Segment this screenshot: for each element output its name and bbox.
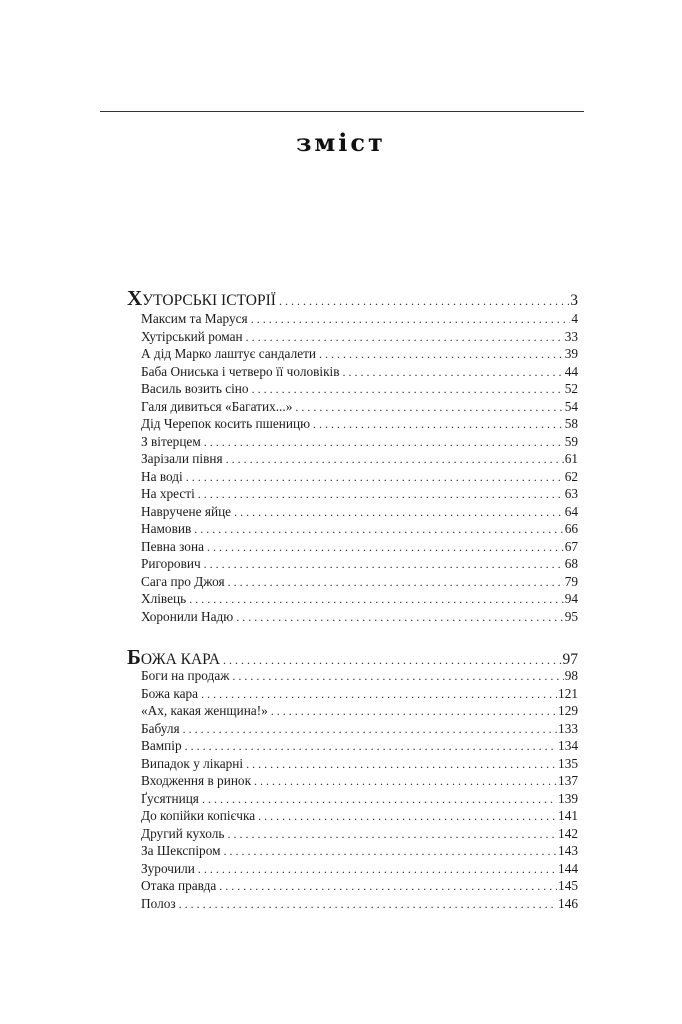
- toc-entry: [141, 826, 578, 842]
- dot-leader: [179, 896, 557, 912]
- entry-title: Намовив: [141, 521, 192, 536]
- dot-leader: [271, 703, 557, 719]
- dot-leader: [246, 756, 557, 772]
- page-number: 64: [564, 503, 578, 519]
- entry-title: Випадок у лікарні: [141, 755, 244, 771]
- page-number: 145: [558, 878, 578, 893]
- toc-entry: [141, 556, 578, 572]
- dot-leader: [319, 346, 564, 362]
- page-number: 79: [564, 573, 578, 589]
- page-number: 58: [564, 416, 578, 431]
- page-number: 137: [558, 773, 578, 788]
- page-number: 62: [564, 468, 578, 484]
- toc-entry: [141, 773, 578, 789]
- entry-title: Максим та Маруся: [141, 311, 248, 326]
- entry-title: Зурочили: [141, 860, 195, 876]
- toc-section: [127, 645, 578, 669]
- dot-leader: [343, 364, 564, 380]
- toc-entry: [141, 346, 578, 362]
- toc-entry: [141, 668, 578, 684]
- toc-entry: [141, 486, 578, 502]
- page-number: 3: [570, 292, 578, 309]
- page-number: 59: [564, 433, 578, 449]
- dot-leader: [224, 843, 558, 859]
- page-number: 121: [558, 685, 578, 701]
- toc-entry: [141, 721, 578, 737]
- entry-title: Хутірський роман: [141, 328, 243, 344]
- dot-leader: [185, 738, 557, 754]
- toc-entry: [141, 434, 578, 450]
- page-number: 63: [564, 486, 578, 501]
- entry-title: Навручене яйце: [141, 503, 232, 519]
- entry-title: Вампір: [141, 738, 182, 753]
- dot-leader: [202, 791, 557, 807]
- page-number: 134: [558, 738, 578, 753]
- dot-leader: [194, 521, 563, 537]
- dot-leader: [232, 668, 563, 684]
- dot-leader: [198, 486, 564, 502]
- toc-entry: [141, 896, 578, 912]
- dot-leader: [204, 556, 564, 572]
- page-number: 133: [558, 720, 578, 736]
- page-number: 4: [571, 311, 578, 326]
- toc-entry: [141, 843, 578, 859]
- page-number: 146: [558, 895, 578, 911]
- page-number: 61: [564, 451, 578, 466]
- page-number: 142: [558, 825, 578, 841]
- entry-title: А дід Марко лаштує сандалети: [141, 346, 317, 361]
- page-number: 66: [564, 521, 578, 536]
- dot-leader: [228, 574, 564, 590]
- entry-title: Дід Черепок косить пшеницю: [141, 416, 311, 431]
- dot-leader: [223, 651, 561, 669]
- dot-leader: [204, 434, 564, 450]
- page-number: 97: [562, 651, 578, 668]
- toc-entry: [141, 791, 578, 807]
- page-number: 44: [564, 363, 578, 379]
- dot-leader: [246, 329, 564, 345]
- dot-leader: [186, 469, 564, 485]
- page-number: 129: [558, 703, 578, 718]
- entry-title: Певна зона: [141, 538, 204, 554]
- page-number: 33: [564, 328, 578, 344]
- page-number: 68: [564, 556, 578, 571]
- toc-entry: [141, 686, 578, 702]
- entry-title: До копійки копієчка: [141, 808, 256, 823]
- page-number: 98: [564, 668, 578, 683]
- entry-title: На воді: [141, 468, 183, 484]
- entry-title: Божа кара: [141, 685, 199, 701]
- entry-title: Сага про Джоя: [141, 573, 225, 589]
- page-title: зміст: [296, 128, 386, 157]
- dot-leader: [207, 539, 564, 555]
- entry-title: «Ах, какая женщина!»: [141, 703, 268, 718]
- entry-title: Бабуля: [141, 720, 180, 736]
- entry-title: Ґусятниця: [141, 790, 199, 806]
- toc-entry: [141, 609, 578, 625]
- entry-title: Ригорович: [141, 556, 201, 571]
- entry-title: За Шекспіром: [141, 843, 221, 858]
- entry-title: Баба Ониська і четверо її чоловіків: [141, 363, 340, 379]
- page-number: 144: [558, 860, 578, 876]
- toc-entry: [141, 364, 578, 380]
- entry-title: Хоронили Надю: [141, 608, 234, 624]
- header-rule: [100, 111, 584, 112]
- dot-leader: [254, 773, 557, 789]
- dot-leader: [219, 878, 557, 894]
- toc-entry: [141, 399, 578, 415]
- toc-entry: [141, 738, 578, 754]
- toc-entry: [141, 539, 578, 555]
- toc-entry: [141, 381, 578, 397]
- dot-leader: [226, 451, 564, 467]
- toc-entry: [141, 703, 578, 719]
- dot-leader: [258, 808, 557, 824]
- dot-leader: [189, 591, 563, 607]
- page-number: 94: [564, 591, 578, 606]
- page-number: 95: [564, 608, 578, 624]
- entry-title: На хресті: [141, 486, 195, 501]
- entry-title: Галя дивиться «Багатих...»: [141, 398, 293, 414]
- entry-title: Боги на продаж: [141, 668, 230, 683]
- toc-entry: [141, 469, 578, 485]
- toc-entry: [141, 329, 578, 345]
- toc-entry: [141, 756, 578, 772]
- entry-title: Хлівець: [141, 591, 187, 606]
- dot-leader: [198, 861, 557, 877]
- toc-entry: [141, 574, 578, 590]
- toc-entry: [141, 591, 578, 607]
- dot-leader: [295, 399, 563, 415]
- page-number: 143: [558, 843, 578, 858]
- page-number: 39: [564, 346, 578, 361]
- toc-entry: [141, 808, 578, 824]
- entry-title: Отака правда: [141, 878, 217, 893]
- entry-title: Входження в ринок: [141, 773, 252, 788]
- entry-title: Зарізали півня: [141, 451, 223, 466]
- toc-entry: [141, 451, 578, 467]
- toc-entry: [141, 521, 578, 537]
- toc-entry: [141, 311, 578, 327]
- entry-title: З вітерцем: [141, 433, 201, 449]
- dot-leader: [234, 504, 564, 520]
- page-number: 139: [558, 790, 578, 806]
- page-number: 67: [564, 538, 578, 554]
- dot-leader: [183, 721, 557, 737]
- dot-leader: [236, 609, 563, 625]
- toc-entry: [141, 504, 578, 520]
- dot-leader: [279, 292, 569, 310]
- section-title: ХУТОРСЬКІ ІСТОРІЇ: [127, 286, 276, 310]
- page-number: 141: [558, 808, 578, 823]
- entry-title: Полоз: [141, 895, 176, 911]
- dot-leader: [313, 416, 564, 432]
- page-number: 135: [558, 755, 578, 771]
- section-title: БОЖА КАРА: [127, 645, 221, 669]
- page-number: 54: [564, 398, 578, 414]
- toc-entry: [141, 878, 578, 894]
- entry-title: Другий кухоль: [141, 825, 225, 841]
- toc-entry: [141, 416, 578, 432]
- dot-leader: [227, 826, 557, 842]
- toc-entry: [141, 861, 578, 877]
- entry-title: Василь возить сіно: [141, 381, 249, 396]
- page-number: 52: [564, 381, 578, 396]
- dot-leader: [251, 311, 571, 327]
- toc-section: [127, 286, 578, 310]
- dot-leader: [201, 686, 557, 702]
- dot-leader: [252, 381, 564, 397]
